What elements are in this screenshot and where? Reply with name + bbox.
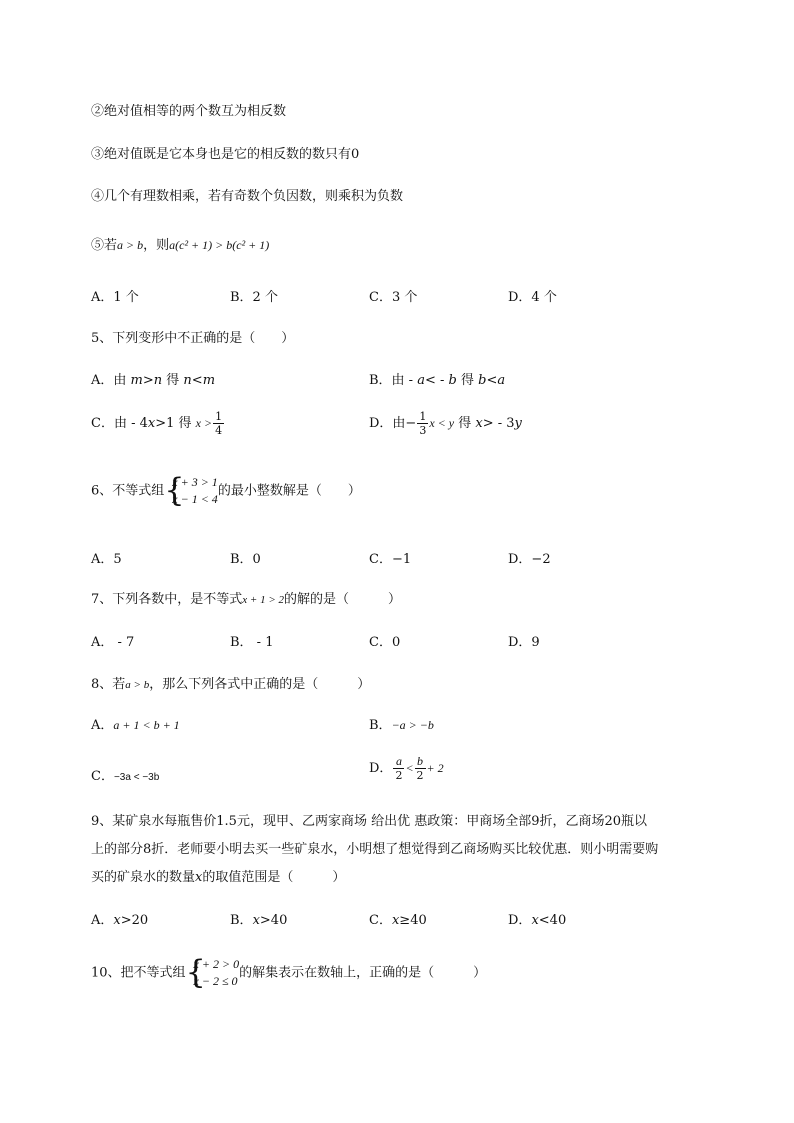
q5-d-var: x	[475, 416, 483, 431]
q8-option-d	[369, 755, 444, 782]
q5-option-a	[91, 369, 215, 388]
q9-var: x	[252, 913, 260, 928]
q5-c-ineq: x >	[195, 416, 213, 430]
statement-5-prefix: ⑤若	[91, 238, 118, 253]
q8-d-label: D．	[369, 761, 393, 776]
q5-stem: 5、下列变形中不正确的是（ ）	[91, 331, 295, 346]
q7-option-a: A． - 7	[91, 635, 135, 650]
option-value: <40	[538, 913, 567, 928]
q7-inequality: x + 1 > 2	[242, 594, 285, 606]
q10-stem-post: 的解集表示在数轴上，正确的是（ ）	[239, 965, 487, 981]
q4-option-a: A．1 个	[91, 290, 139, 305]
q9-option-a	[91, 909, 148, 928]
fraction-numerator: 1	[419, 410, 427, 423]
q5-d-tail: > - 3	[482, 416, 515, 431]
q6-option-d: D．−2	[508, 552, 551, 567]
q5-a-prefix: A．由	[91, 373, 131, 388]
q8-b-expression: −a > −b	[391, 718, 434, 732]
q9-stem	[91, 808, 791, 892]
q8-stem-post: ，那么下列各式中正确的是（ ）	[149, 677, 371, 692]
q8-b-label: B．	[369, 718, 392, 733]
q8-option-b	[369, 714, 434, 733]
q7-option-d: D．9	[508, 635, 540, 650]
q5-c-var: x	[147, 416, 156, 431]
q8-d-tail: + 2	[426, 761, 444, 775]
q9-var: x	[531, 913, 539, 928]
q8-stem	[91, 673, 370, 692]
fraction-numerator: b	[415, 755, 426, 769]
q10-inequality-2: x − 2 ≤ 0	[193, 974, 238, 988]
fraction-numerator: 1	[215, 410, 223, 423]
q8-d-fraction-2	[415, 755, 426, 782]
q6-inequality-system	[164, 471, 218, 509]
statement-5-condition: a > b	[117, 238, 144, 252]
q5-d-de: 得	[454, 416, 476, 431]
q8-option-c	[91, 765, 159, 784]
q6-option-c: C．−1	[369, 552, 412, 567]
q7-stem-pre: 7、下列各数中，是不等式	[91, 592, 243, 607]
option-value: ≥40	[399, 913, 427, 928]
q6-stem-pre: 6、不等式组	[91, 483, 165, 499]
q5-option-c	[91, 410, 225, 437]
q5-a-var: m	[130, 373, 143, 388]
q6-option-a: A．5	[91, 552, 122, 567]
q5-a-var: m	[202, 373, 216, 388]
q5-a-var: n	[153, 373, 163, 388]
fraction-numerator: a	[393, 755, 404, 769]
option-label: A．	[91, 913, 114, 928]
q5-option-b	[369, 369, 505, 388]
q4-option-c: C．3 个	[369, 290, 418, 305]
q9-var: x	[195, 870, 203, 885]
q8-option-a	[91, 714, 180, 733]
q9-stem-line-1: 9、某矿泉水每瓶售价1.5元，现甲、乙两家商场 给出优 惠政策：甲商场全部9折，乙商场20瓶以	[91, 814, 648, 829]
q5-b-prefix: B．由 -	[369, 373, 418, 388]
q10-inequality-1: x + 2 > 0	[193, 957, 240, 971]
q5-b-var: b	[448, 373, 457, 388]
q7-stem	[91, 588, 401, 607]
q5-b-var: a	[497, 373, 506, 388]
brace-icon: {	[164, 471, 185, 509]
option-label: B．	[230, 913, 253, 928]
option-value: >40	[259, 913, 288, 928]
q7-option-c: C．0	[369, 635, 401, 650]
brace-icon: {	[185, 953, 206, 991]
q9-line3-pre: 买的矿泉水的数量	[91, 870, 196, 885]
q5-d-ineq: x < y	[429, 416, 455, 430]
q9-var: x	[391, 913, 400, 928]
q10-inequality-system	[185, 953, 240, 991]
statement-5-mid: ，则	[143, 238, 170, 253]
option-value: >20	[120, 913, 149, 928]
option-label: D．	[508, 913, 532, 928]
q6-inequality-2: x − 1 < 4	[172, 492, 218, 506]
option-label: C．	[369, 913, 392, 928]
q6-option-b: B．0	[230, 552, 261, 567]
q8-condition: a > b	[125, 679, 150, 691]
q5-a-lt: <	[191, 373, 203, 388]
q8-a-label: A．	[91, 718, 114, 733]
q8-stem-pre: 8、若	[91, 677, 126, 692]
q9-option-d	[508, 909, 566, 928]
fraction-denominator: 2	[416, 769, 424, 782]
q5-b-lt: <	[486, 373, 498, 388]
q6-stem	[91, 471, 361, 509]
q4-option-b: B．2 个	[230, 290, 278, 305]
statement-4: ④几个有理数相乘，若有奇数个负因数，则乘积为负数	[91, 189, 404, 204]
q8-d-lt: <	[405, 761, 414, 775]
q8-c-label: C．	[91, 769, 114, 784]
q9-stem-line-2: 上的部分8折．老师要小明去买一些矿泉水，小明想了想觉得到乙商场购买比较优惠．则小明需要购	[91, 842, 659, 857]
fraction-denominator: 4	[215, 424, 223, 437]
q5-d-fraction	[417, 410, 428, 437]
q5-b-lt: < -	[424, 373, 449, 388]
q5-c-prefix: C．由 - 4	[91, 416, 148, 431]
q8-a-expression: a + 1 < b + 1	[113, 718, 180, 732]
statement-5	[91, 234, 269, 253]
q8-d-fraction-1	[393, 755, 404, 782]
fraction-denominator: 2	[395, 769, 403, 782]
q5-b-de: 得	[456, 373, 479, 388]
fraction-denominator: 3	[419, 424, 427, 437]
statement-3: ③绝对值既是它本身也是它的相反数的数只有0	[91, 147, 360, 162]
q9-var: x	[113, 913, 121, 928]
q5-b-var: b	[478, 373, 487, 388]
q10-stem-pre: 10、把不等式组	[91, 965, 186, 981]
q5-d-var: y	[514, 416, 522, 431]
q5-b-var: a	[417, 373, 425, 388]
q5-option-d	[369, 410, 522, 437]
q5-a-gt: >	[142, 373, 154, 388]
q8-c-expression: −3a < −3b	[113, 772, 160, 783]
q7-option-b: B． - 1	[230, 635, 274, 650]
q7-stem-post: 的解的是（ ）	[284, 592, 402, 607]
q5-c-fraction	[213, 410, 224, 437]
q9-option-b	[230, 909, 287, 928]
q5-a-var: n	[183, 373, 192, 388]
q5-d-prefix: D．由−	[369, 416, 417, 431]
q9-line3-post: 的取值范围是（ ）	[202, 870, 346, 885]
q9-option-c	[369, 909, 427, 928]
q5-a-de: 得	[162, 373, 184, 388]
q10-stem	[91, 953, 487, 991]
statement-2: ②绝对值相等的两个数互为相反数	[91, 104, 287, 119]
q5-c-rest: >1 得	[155, 416, 196, 431]
q9-stem-line-3	[91, 864, 791, 892]
q6-stem-post: 的最小整数解是（ ）	[217, 483, 361, 499]
q6-inequality-1: x + 3 > 1	[172, 475, 218, 489]
q4-option-d: D．4 个	[508, 290, 557, 305]
statement-5-expression: a(c² + 1) > b(c² + 1)	[169, 238, 270, 252]
